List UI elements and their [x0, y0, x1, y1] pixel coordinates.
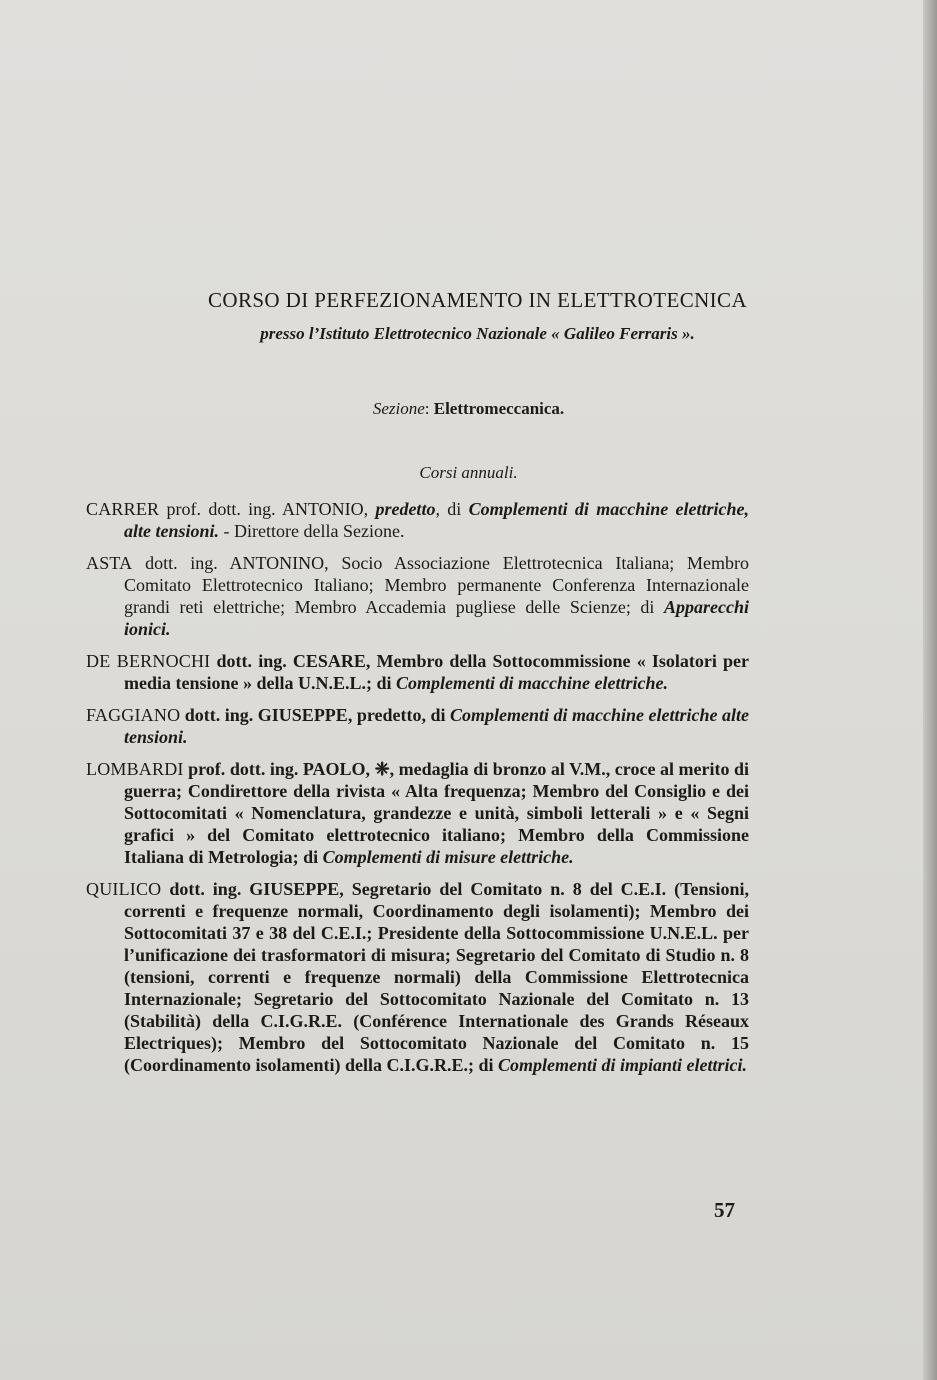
- course-title: CORSO DI PERFEZIONAMENTO IN ELETTROTECNICA: [207, 288, 748, 312]
- entry-surname: DE BERNOCHI: [86, 651, 211, 671]
- entry-text: dott. ing. ANTONINO, Socio Associazione Elettrotecnica Italiana; Membro Comitato Elettrotecnico Italiano; Membro permanente Conferenza Internazionale grandi reti elettriche; Membro Accademia pugliese delle Scienze; di: [124, 553, 749, 617]
- entry-text: , di: [435, 499, 469, 519]
- entry-surname: FAGGIANO: [86, 705, 181, 725]
- section-label: Sezione: [372, 399, 425, 418]
- entry-surname: ASTA: [86, 553, 133, 573]
- faculty-entry: [86, 552, 749, 640]
- entry-text: dott. ing. CESARE, Membro della Sottocommissione « Isolatori per media tensione » della U.N.E.L.; di: [124, 651, 750, 693]
- page-edge-shadow: [923, 0, 937, 1380]
- entry-text: prof. dott. ing. ANTONIO,: [159, 499, 376, 519]
- section-value: Elettromeccanica.: [433, 399, 565, 418]
- section-colon: :: [424, 399, 434, 418]
- section-heading: [0, 399, 937, 419]
- entry-text: - Direttore della Sezione.: [219, 521, 405, 541]
- entry-text: prof. dott. ing. PAOLO,: [183, 759, 375, 779]
- faculty-entry: [86, 878, 749, 1076]
- course-header: [0, 288, 937, 344]
- page-number: 57: [714, 1198, 735, 1222]
- faculty-list: [86, 498, 749, 1086]
- entry-course: Complementi di macchine elettriche alte tensioni.: [124, 705, 749, 747]
- entry-text: , medaglia di bronzo al V.M., croce al merito di guerra; Condirettore della rivista « Alta frequenza; Membro del Consiglio e dei Sottocomitati « Nomenclatura, grandezze e unità, simboli letterali » e « Segni grafici » del Comitato elettrotecnico italiano; Membro della Commissione Italiana di Metrologia; di: [124, 759, 749, 867]
- courses-label: Corsi annuali.: [419, 463, 518, 482]
- entry-text: dott. ing. GIUSEPPE, predetto, di: [180, 705, 450, 725]
- entry-course: Complementi di macchine elettriche.: [396, 673, 668, 693]
- entry-course: Apparecchi ionici.: [124, 597, 749, 639]
- faculty-entry: [86, 650, 749, 694]
- entry-course: Complementi di misure elettriche.: [322, 847, 574, 867]
- faculty-entry: [86, 704, 749, 748]
- decoration-icon: ❈: [374, 759, 390, 779]
- entry-course: Complementi di macchine elettriche, alte tensioni.: [124, 499, 749, 541]
- entry-surname: CARRER: [86, 499, 160, 519]
- faculty-entry: [86, 498, 749, 542]
- entry-text-italic: predetto: [375, 499, 436, 519]
- entry-surname: LOMBARDI: [86, 759, 184, 779]
- entry-course: Complementi di impianti elettrici.: [498, 1055, 748, 1075]
- entry-text: dott. ing. GIUSEPPE, Segretario del Comitato n. 8 del C.E.I. (Tensioni, correnti e frequenze normali, Coordinamento degli isolamenti); Membro dei Sottocomitati 37 e 38 del C.E.I.; Presidente della Sottocommissione U.N.E.L. per l’unificazione dei trasformatori di misura; Segretario del Comitato di Studio n. 8 (tensioni, correnti e frequenze normali) della Commissione Elettrotecnica Internazionale; Segretario del Sottocomitato Nazionale del Comitato n. 13 (Stabilità) della C.I.G.R.E. (Conférence Internationale des Grands Réseaux Electriques); Membro del Sottocomitato Nazionale del Comitato n. 15 (Coordinamento isolamenti) della C.I.G.R.E.; di: [124, 879, 749, 1075]
- entry-surname: QUILICO: [86, 879, 162, 899]
- course-subtitle: presso l’Istituto Elettrotecnico Nazionale « Galileo Ferraris ».: [260, 324, 695, 343]
- faculty-entry: [86, 758, 749, 868]
